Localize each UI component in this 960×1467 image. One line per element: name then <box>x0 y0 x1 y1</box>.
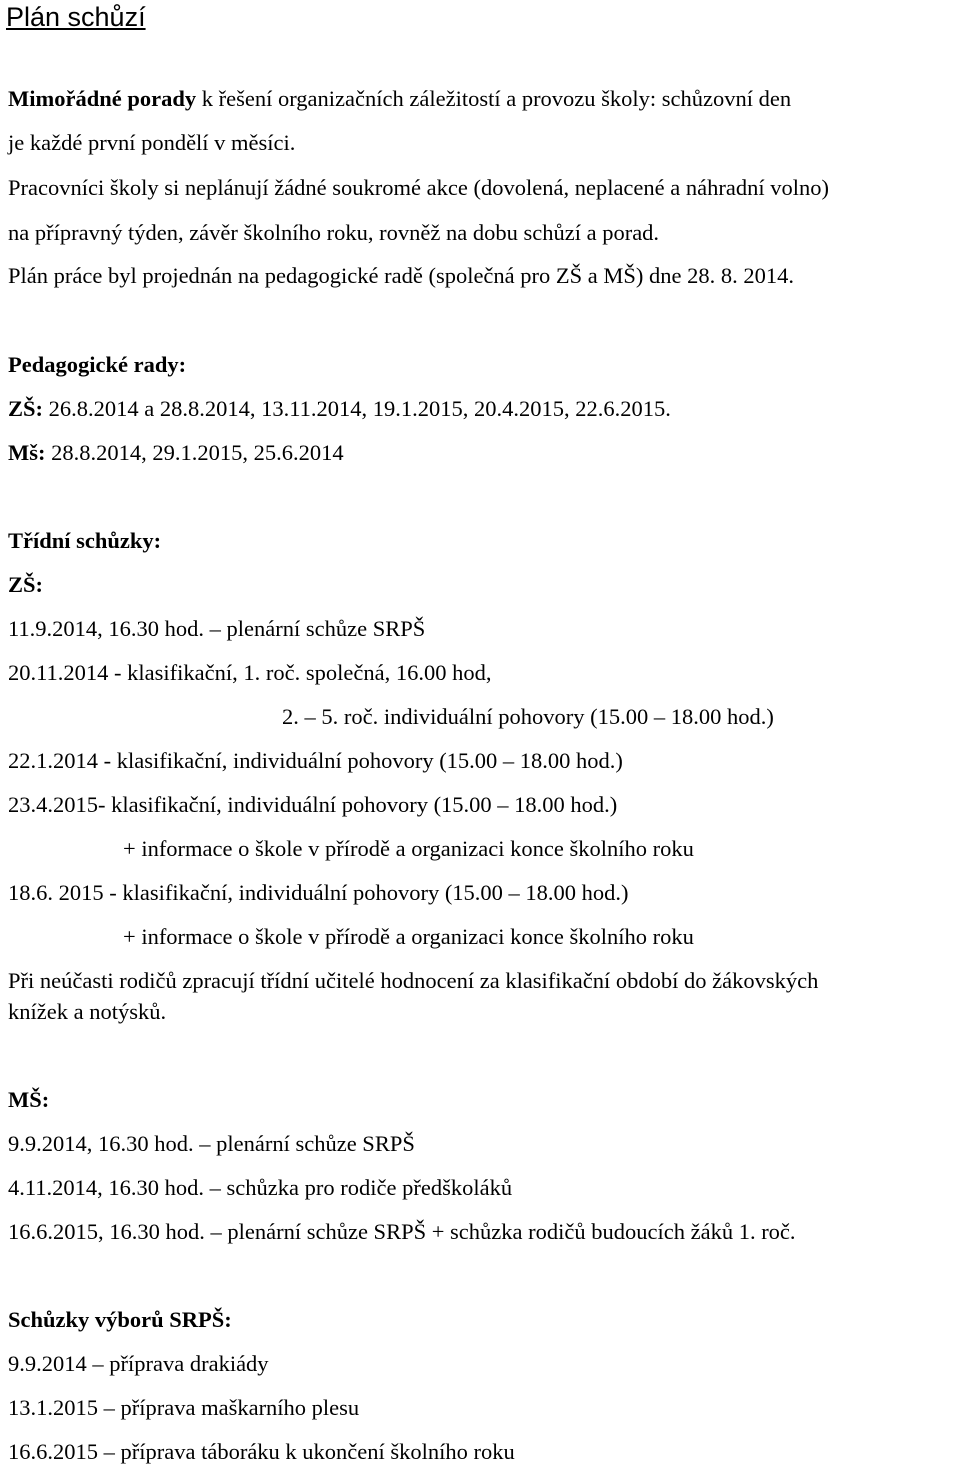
intro-line-3: Pracovníci školy si neplánují žádné soukromé akce (dovolená, neplacené a náhradní volno) <box>8 175 829 200</box>
ms-heading: MŠ: <box>8 1087 50 1112</box>
ped-zs-label: ZŠ: <box>8 396 44 421</box>
tridni-line-7: 18.6. 2015 - klasifikační, individuální pohovory (15.00 – 18.00 hod.) <box>8 880 629 905</box>
ms-line-3: 16.6.2015, 16.30 hod. – plenární schůze SRPŠ + schůzka rodičů budoucích žáků 1. roč. <box>8 1219 796 1244</box>
srps-line-3: 16.6.2015 – příprava táboráku k ukončení školního roku <box>8 1439 515 1464</box>
ped-zs-line <box>8 398 671 421</box>
tridni-note-line-2: knížek a notýsků. <box>8 999 167 1024</box>
tridni-line-1: 11.9.2014, 16.30 hod. – plenární schůze SRPŠ <box>8 616 426 641</box>
srps-heading: Schůzky výborů SRPŠ: <box>8 1307 232 1332</box>
tridni-heading: Třídní schůzky: <box>8 528 162 553</box>
tridni-line-2: 20.11.2014 - klasifikační, 1. roč. společná, 16.00 hod, <box>8 660 492 685</box>
ped-ms-line <box>8 442 344 465</box>
extra-meetings-label: Mimořádné porady <box>8 86 197 111</box>
tridni-line-8: + informace o škole v přírodě a organizaci konce školního roku <box>123 924 694 949</box>
tridni-zs-label: ZŠ: <box>8 572 44 597</box>
intro-line-1 <box>8 88 791 111</box>
extra-meetings-text: k řešení organizačních záležitostí a provozu školy: schůzovní den <box>196 86 792 111</box>
ms-line-2: 4.11.2014, 16.30 hod. – schůzka pro rodiče předškoláků <box>8 1175 513 1200</box>
intro-line-4: na přípravný týden, závěr školního roku, rovněž na dobu schůzí a porad. <box>8 220 660 245</box>
ped-heading: Pedagogické rady: <box>8 352 187 377</box>
ped-zs-dates: 26.8.2014 a 28.8.2014, 13.11.2014, 19.1.2015, 20.4.2015, 22.6.2015. <box>43 396 671 421</box>
ped-ms-dates: 28.8.2014, 29.1.2015, 25.6.2014 <box>45 440 344 465</box>
ped-ms-label: Mš: <box>8 440 46 465</box>
tridni-line-5: 23.4.2015- klasifikační, individuální pohovory (15.00 – 18.00 hod.) <box>8 792 618 817</box>
intro-line-5: Plán práce byl projednán na pedagogické radě (společná pro ZŠ a MŠ) dne 28. 8. 2014. <box>8 263 795 288</box>
srps-line-1: 9.9.2014 – příprava drakiády <box>8 1351 269 1376</box>
ms-line-1: 9.9.2014, 16.30 hod. – plenární schůze SRPŠ <box>8 1131 415 1156</box>
tridni-line-6: + informace o škole v přírodě a organizaci konce školního roku <box>123 836 694 861</box>
intro-line-2: je každé první pondělí v měsíci. <box>8 130 296 155</box>
tridni-line-3: 2. – 5. roč. individuální pohovory (15.00 – 18.00 hod.) <box>282 704 774 729</box>
tridni-note-line-1: Při neúčasti rodičů zpracují třídní učitelé hodnocení za klasifikační období do žákovských <box>8 968 819 993</box>
tridni-line-4: 22.1.2014 - klasifikační, individuální pohovory (15.00 – 18.00 hod.) <box>8 748 623 773</box>
page-title: Plán schůzí <box>6 2 146 32</box>
srps-line-2: 13.1.2015 – příprava maškarního plesu <box>8 1395 360 1420</box>
